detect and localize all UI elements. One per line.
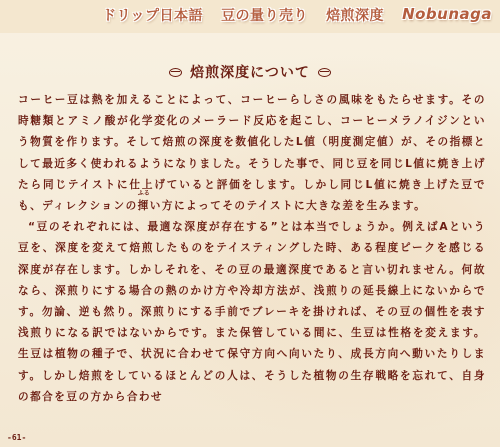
article-title: 焙煎深度について	[190, 65, 310, 81]
paragraph-1-text: コーヒー豆は熱を加えることによって、コーヒーらしさの風味をもたらせます。その時糖類とアミノ酸が化学変化のメーラード反応を起こし、コーヒーメラノイジンという物質を作ります。そして焙煎の深度を数値化したL値（明度測定値）が、その指標として最近多く使われるようになりました。そうした事で、同じ豆を同じL値に焼き上げたら同じテイストに仕上げていると評価をします。しかし同じL値に焼き上げた豆でも、ディレクションの	[18, 94, 486, 213]
tab-drip-japanese[interactable]: ドリップ日本語	[102, 8, 204, 24]
tab-bean-sales[interactable]: 豆の量り売り	[221, 8, 309, 24]
article-heading	[0, 62, 500, 82]
coffee-bean-icon	[169, 68, 182, 77]
top-nav-bar	[0, 0, 500, 33]
ruby-reading: ふる	[137, 190, 150, 198]
paragraph-1	[18, 90, 486, 217]
paragraph-2: “豆のそれぞれには、最適な深度が存在する”とは本当でしょうか。例えばAという豆を、深度を変えて焙煎したものをテイスティングした時、ある程度ピークを感じる深度が存在します。しかしそれを、その豆の最適深度であると言い切れません。何故なら、深煎りにする場合の熱のかけ方や冷却方法が、浅煎りの延長線上にないからです。勿論、逆も然り。深煎りにする手前でブレーキを掛ければ、その豆の個性を表す浅煎りになる訳ではないからです。また保管している間に、生豆は性格を変えます。生豆は植物の種子で、状況に合わせて保守方向へ向いたり、成長方向へ動いたりします。しかし焙煎をしているほとんどの人は、そうした植物の生存戦略を忘れて、自身の都合を豆の方から合わせ	[18, 221, 486, 403]
coffee-bean-icon	[318, 68, 331, 77]
tab-nobunaga[interactable]: Nobunaga	[402, 5, 492, 23]
ruby-base: 揮	[137, 200, 150, 213]
page-number: -61-	[7, 433, 27, 442]
paragraph-1-tail: い方によってそのテイストに大きな差を生みます。	[149, 200, 427, 213]
article-body	[18, 90, 486, 408]
nav-tabs	[102, 5, 492, 25]
tab-roast-depth[interactable]: 焙煎深度	[326, 8, 385, 24]
ruby-word	[137, 190, 150, 213]
